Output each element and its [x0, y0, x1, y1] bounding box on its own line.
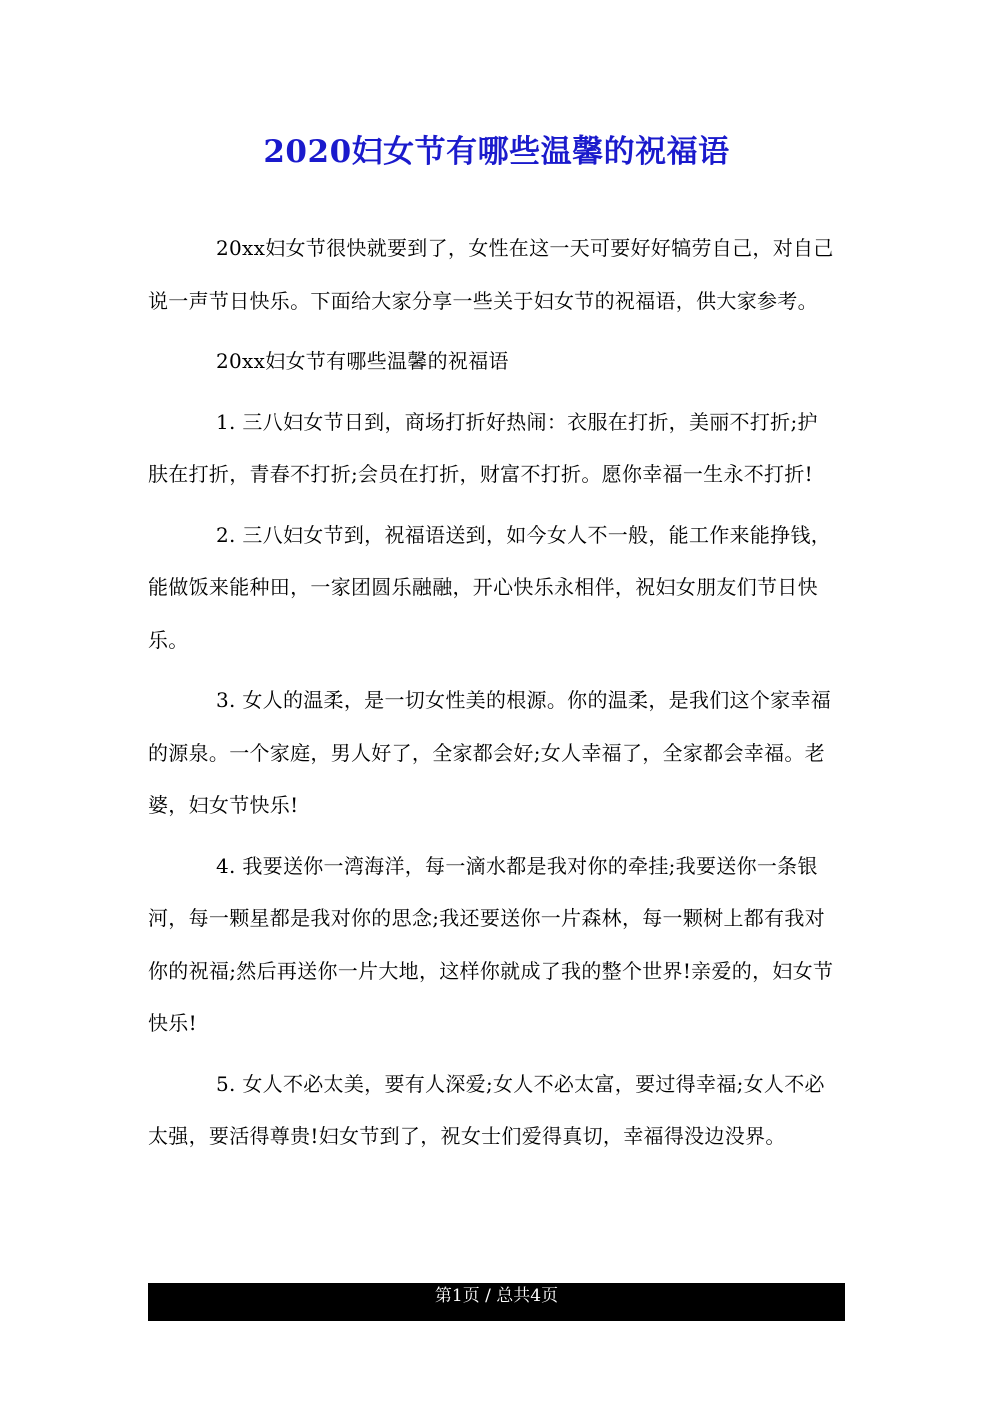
- document-title: 2020妇女节有哪些温馨的祝福语: [263, 134, 730, 170]
- greeting-item-4: 4. 我要送你一湾海洋，每一滴水都是我对你的牵挂;我要送你一条银河，每一颗星都是我对你的思念;我还要送你一片森林，每一颗树上都有我对你的祝福;然后再送你一片大地，这样你就成了我的整个世界!亲爱的，妇女节快乐!: [148, 853, 834, 1035]
- page-footer: [148, 1283, 845, 1321]
- greeting-item-5: 5. 女人不必太美，要有人深爱;女人不必太富，要过得幸福;女人不必太强，要活得尊贵!妇女节到了，祝女士们爱得真切，幸福得没边没界。: [148, 1071, 825, 1148]
- intro-paragraph: 20xx妇女节很快就要到了，女性在这一天可要好好犒劳自己，对自己说一声节日快乐。下面给大家分享一些关于妇女节的祝福语，供大家参考。: [148, 236, 834, 313]
- document-body: [148, 222, 838, 1171]
- page-number-label: 第1页 / 总共4页: [434, 1286, 559, 1306]
- greeting-item-2: 2. 三八妇女节到，祝福语送到，如今女人不一般，能工作来能挣钱，能做饭来能种田，一家团圆乐融融，开心快乐永相伴，祝妇女朋友们节日快乐。: [148, 522, 832, 652]
- greeting-item-3: 3. 女人的温柔，是一切女性美的根源。你的温柔，是我们这个家幸福的源泉。一个家庭，男人好了，全家都会好;女人幸福了，全家都会幸福。老婆，妇女节快乐!: [148, 688, 832, 817]
- section-heading: 20xx妇女节有哪些温馨的祝福语: [216, 349, 509, 373]
- greeting-item-1: 1. 三八妇女节日到，商场打折好热闹：衣服在打折，美丽不打折;护肤在打折，青春不打折;会员在打折，财富不打折。愿你幸福一生永不打折!: [148, 409, 818, 486]
